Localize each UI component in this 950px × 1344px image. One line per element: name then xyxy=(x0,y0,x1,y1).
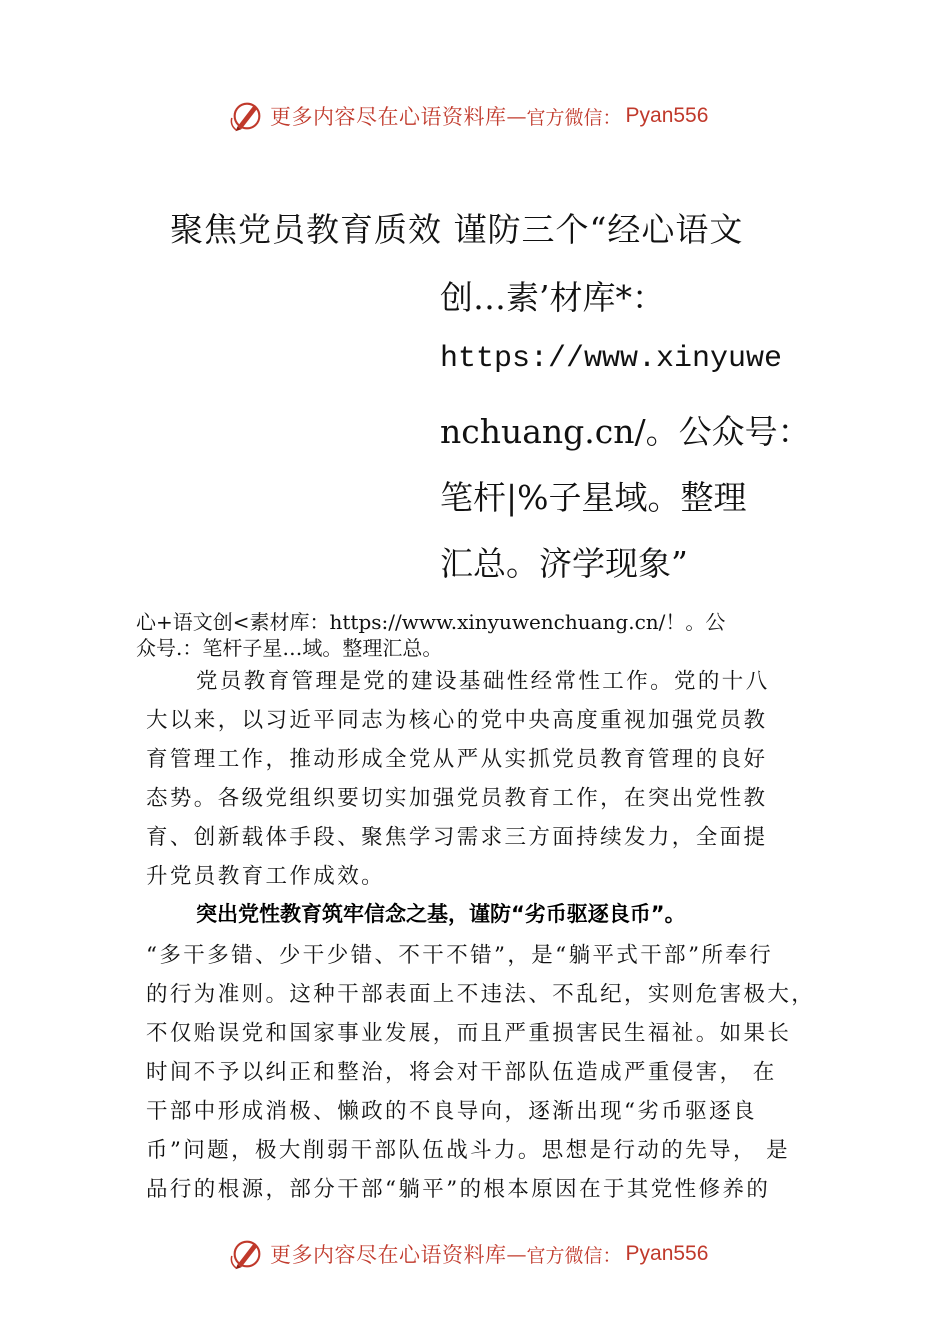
source-line: 心+语文创<素材库：https://www.xinyuwenchuang.cn/！。公 xyxy=(136,610,726,634)
subtitle-line: 汇总。济学现象” xyxy=(440,544,688,583)
header-banner xyxy=(228,96,708,136)
subtitle-line: 创…素’材库*： xyxy=(440,278,665,317)
pen-logo-icon xyxy=(228,1235,266,1273)
source-line: 众号.：笔杆子星…域。整理汇总。 xyxy=(136,636,443,660)
paragraph-line: 态势。各级党组织要切实加强党员教育工作，在突出党性教 xyxy=(146,786,768,811)
document-title: 聚焦党员教育质效 谨防三个“经心语文 xyxy=(170,210,744,249)
banner-label: 官方微信： xyxy=(526,106,622,129)
banner-wechat-id: Pyan556 xyxy=(625,104,709,127)
paragraph-line: 育、创新载体手段、聚焦学习需求三方面持续发力，全面提 xyxy=(146,825,768,850)
paragraph-line: 品行的根源，部分干部“躺平”的根本原因在于其党性修养的 xyxy=(146,1177,771,1202)
banner-label: 官方微信： xyxy=(526,1244,622,1267)
banner-dash: — xyxy=(506,104,527,128)
banner-dash: — xyxy=(506,1242,527,1266)
footer-banner xyxy=(228,1234,708,1274)
subtitle-line: https://www.xinyuwe xyxy=(440,342,783,376)
paragraph-line: 干部中形成消极、懒政的不良导向，逐渐出现“劣币驱逐良 xyxy=(146,1099,757,1124)
paragraph-line: “多干多错、少干少错、不干不错”，是“躺平式干部”所奉行 xyxy=(146,943,774,968)
paragraph-line: 育管理工作，推动形成全党从严从实抓党员教育管理的良好 xyxy=(146,747,768,772)
subtitle-line: nchuang.cn/。公众号： xyxy=(440,412,811,451)
paragraph-line: 的行为准则。这种干部表面上不违法、不乱纪，实则危害极大， xyxy=(146,982,816,1007)
paragraph-line: 币”问题，极大削弱干部队伍战斗力。思想是行动的先导， 是 xyxy=(146,1138,791,1163)
subtitle-line: 笔杆|%子星域。整理 xyxy=(440,478,747,517)
paragraph-line: 不仅贻误党和国家事业发展，而且严重损害民生福祉。如果长 xyxy=(146,1021,792,1046)
banner-slogan: 更多内容尽在心语资料库 xyxy=(270,1243,507,1267)
banner-wechat-id: Pyan556 xyxy=(625,1242,709,1265)
paragraph-line: 升党员教育工作成效。 xyxy=(146,864,386,889)
paragraph-line: 大以来，以习近平同志为核心的党中央高度重视加强党员教 xyxy=(146,708,768,733)
banner-slogan: 更多内容尽在心语资料库 xyxy=(270,105,507,129)
pen-logo-icon xyxy=(228,97,266,135)
section-heading: 突出党性教育筑牢信念之基，谨防“劣币驱逐良币”。 xyxy=(196,902,686,926)
paragraph-line: 党员教育管理是党的建设基础性经常性工作。党的十八 xyxy=(196,669,770,694)
paragraph-line: 时间不予以纠正和整治，将会对干部队伍造成严重侵害， 在 xyxy=(146,1060,777,1085)
